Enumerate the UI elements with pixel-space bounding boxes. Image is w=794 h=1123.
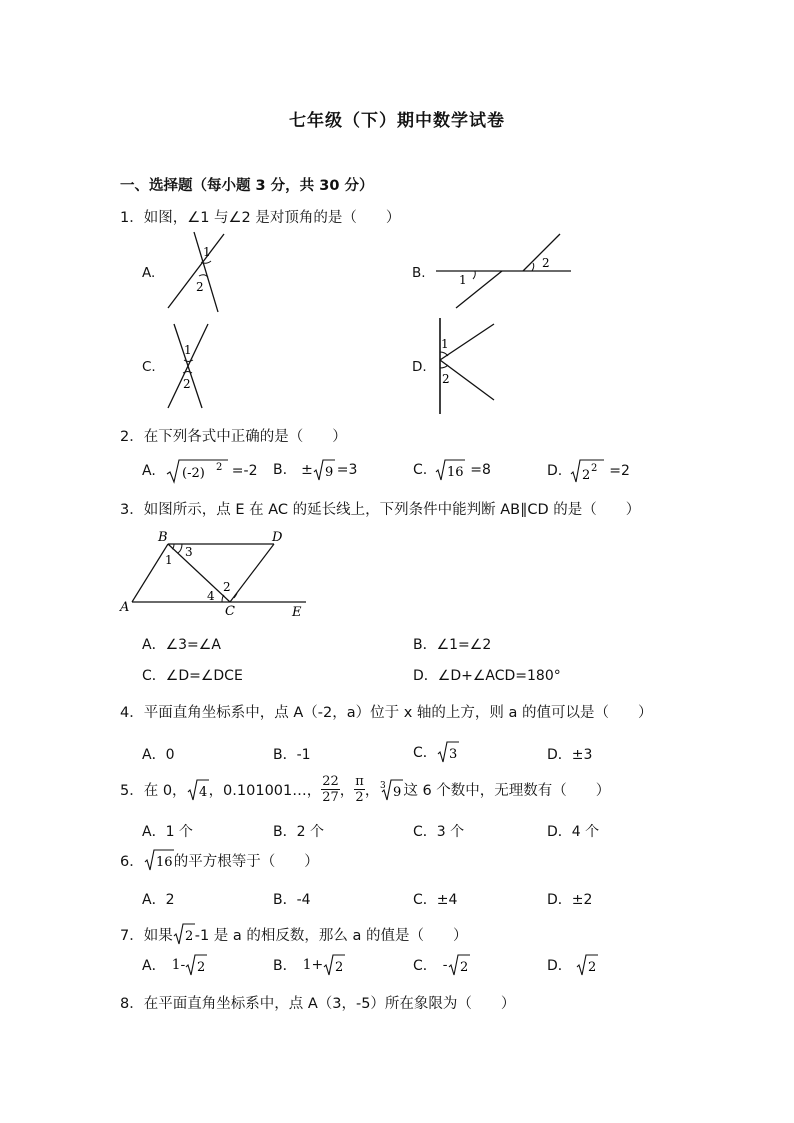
radical-sign-icon: [173, 922, 195, 946]
q7d-radical: [576, 953, 598, 977]
q6-inner: 16: [155, 855, 173, 870]
q4-option-c: [413, 740, 459, 764]
q7b-pre: 1+: [302, 957, 324, 973]
question-4: 4．平面直角坐标系中，点 A（-2，a）位于 x 轴的上方，则 a 的值可以是（ ）: [120, 705, 653, 721]
q5-option-c: C．3 个: [413, 824, 465, 840]
q2b-rest: =3: [336, 462, 358, 478]
q1-figure-d: [434, 316, 498, 416]
q7c-radical: [448, 953, 470, 977]
q5-sqrt4: [187, 778, 209, 802]
q2d-inner: 2: [582, 468, 591, 483]
q2a-exp: 2: [215, 462, 223, 473]
q1-figure-b: [432, 228, 577, 318]
radical-sign-icon: [323, 953, 345, 977]
question-3: 3．如图所示，点 E 在 AC 的延长线上，下列条件中能判断 AB∥CD 的是（ ）: [120, 502, 641, 518]
q1b-angle-2-label: 2: [542, 256, 550, 270]
q3-figure: [116, 528, 310, 620]
q6-option-d: D．±2: [547, 892, 593, 908]
q7b-label: B．: [273, 958, 297, 974]
q3-option-c: C．∠D=∠DCE: [142, 668, 243, 684]
q7c-inner: 2: [459, 960, 468, 975]
q1d-angle-2-label: 2: [442, 372, 450, 386]
q4c-label: C．: [413, 745, 437, 761]
q1-option-b-label: B.: [412, 265, 426, 281]
q5-option-b: B．2 个: [273, 824, 324, 840]
q5-frac2-denominator: 2: [355, 790, 364, 805]
radical-sign-icon: [576, 953, 598, 977]
q2d-label: D.: [547, 463, 563, 479]
q6-option-a: A．2: [142, 892, 175, 908]
q4-option-d: D．±3: [547, 747, 593, 763]
q1a-angle-2-label: 2: [196, 280, 204, 294]
q2-option-b: [273, 458, 357, 482]
question-8: 8．在平面直角坐标系中，点 A（3，-5）所在象限为（ ）: [120, 996, 516, 1012]
q1a-angle-1-label: 1: [203, 245, 211, 259]
q5-sep1: ，: [339, 783, 355, 799]
q7b-radical: [323, 953, 345, 977]
q2-option-c: [413, 458, 491, 482]
question-1: 1．如图，∠1 与∠2 是对顶角的是（ ）: [120, 210, 401, 226]
section-heading: 一、选择题（每小题 3 分，共 30 分）: [120, 178, 374, 194]
q3-option-a: A．∠3=∠A: [142, 637, 221, 653]
page-title: 七年级（下）期中数学试卷: [289, 111, 505, 131]
q5-frac1-denominator: 27: [322, 790, 339, 805]
q7a-label: A．: [142, 958, 166, 974]
q6-text: 的平方根等于（ ）: [173, 853, 319, 870]
radical-sign-icon: [144, 848, 174, 872]
q7c-pre: -: [442, 957, 448, 973]
q2a-inner: (-2): [181, 466, 205, 481]
q2a-rest: =-2: [231, 463, 258, 479]
radical-sign-icon: [570, 458, 604, 484]
q1c-angle-1-label: 1: [184, 343, 192, 357]
question-6: [120, 848, 319, 872]
q7d-label: D．: [547, 958, 572, 974]
q5-fraction-22-27: [321, 774, 340, 805]
q1c-angle-2-label: 2: [183, 377, 191, 391]
q6-number: 6．: [120, 853, 144, 870]
q5-cube-root: [379, 778, 403, 802]
q6-radical: [144, 848, 174, 872]
q5-sqrt4-inner: 4: [198, 784, 207, 800]
q5-cbrt-index: 3: [380, 780, 387, 791]
q2b-label: B.: [273, 462, 288, 478]
question-2: 2．在下列各式中正确的是（ ）: [120, 429, 347, 445]
radical-sign-icon: [166, 458, 228, 484]
q1-option-c-label: C.: [142, 359, 156, 375]
q2a-label: A.: [142, 463, 156, 479]
q2c-inner: 16: [447, 465, 464, 480]
q3-point-e: E: [292, 605, 302, 620]
q7d-inner: 2: [587, 960, 597, 975]
q5-text-start: 5．在 0，: [120, 783, 187, 799]
q7-inner: 2: [184, 929, 194, 944]
q7a-inner: 2: [197, 960, 206, 975]
q5-frac1-numerator: 22: [322, 774, 339, 789]
radical-sign-icon: [448, 953, 470, 977]
q2-option-d: [547, 458, 630, 484]
q4c-radical: [437, 740, 459, 764]
q2b-radical: [313, 458, 335, 482]
q7-post: -1 是 a 的相反数，那么 a 的值是（ ）: [194, 927, 468, 944]
q4-option-b: B．-1: [273, 747, 311, 763]
question-7: [120, 922, 468, 946]
radical-sign-icon: [187, 778, 209, 802]
q7b-inner: 2: [335, 960, 344, 975]
q2d-rest: =2: [609, 463, 630, 479]
q3-point-b: B: [158, 530, 168, 545]
q7-pre: 7．如果: [120, 927, 173, 944]
q1b-angle-1-label: 1: [459, 273, 467, 287]
q5-text-end: 这 6 个数中，无理数有（ ）: [403, 783, 611, 799]
q2c-radical: [435, 458, 465, 482]
q7a-pre: 1-: [171, 957, 186, 973]
q2-option-a: [142, 458, 257, 484]
question-5: [120, 774, 610, 805]
q3-point-d: D: [272, 530, 283, 545]
q2a-radical: [166, 458, 228, 484]
q1-option-d-label: D.: [412, 359, 427, 375]
q7-option-b: [273, 953, 345, 977]
q2d-radical: [570, 458, 604, 484]
q5-cbrt-inner: 9: [393, 784, 402, 800]
q4c-inner: 3: [448, 747, 458, 762]
q7-option-a: [142, 953, 207, 977]
q1-option-a-label: A.: [142, 265, 156, 281]
radical-sign-icon: [437, 740, 459, 764]
q7-option-d: [547, 953, 598, 977]
q3-angle-3: 3: [185, 545, 193, 559]
q5-fraction-pi-2: [354, 774, 365, 805]
q4-option-a: A．0: [142, 747, 175, 763]
radical-sign-icon: [435, 458, 465, 482]
q2c-rest: =8: [470, 462, 491, 478]
q3-angle-1: 1: [165, 553, 173, 567]
q3-angle-2: 2: [223, 580, 231, 594]
q5-sep2: ，: [364, 783, 380, 799]
q3-option-d: D．∠D+∠ACD=180°: [413, 668, 561, 684]
q3-option-b: B．∠1=∠2: [413, 637, 492, 653]
radical-sign-icon: [313, 458, 335, 482]
q7-option-c: [413, 953, 470, 977]
q7c-label: C．: [413, 958, 437, 974]
q1d-angle-1-label: 1: [441, 337, 449, 351]
q7a-radical: [185, 953, 207, 977]
q7-radical: [173, 922, 195, 946]
radical-sign-icon: [185, 953, 207, 977]
q2b-pm: ±: [301, 462, 313, 478]
q2b-inner: 9: [324, 465, 334, 480]
q5-frac2-numerator: π: [355, 774, 364, 789]
q3-point-c: C: [225, 604, 235, 619]
q1-figure-a: [160, 228, 240, 318]
q2d-exp: 2: [591, 463, 598, 474]
q6-option-c: C．±4: [413, 892, 458, 908]
q3-point-a: A: [120, 600, 130, 615]
q2c-label: C.: [413, 462, 428, 478]
q5-text-mid: ，0.101001…，: [208, 783, 322, 799]
q5-option-d: D．4 个: [547, 824, 600, 840]
q3-angle-4: 4: [207, 589, 215, 603]
q1-figure-c: [160, 320, 220, 412]
q6-option-b: B．-4: [273, 892, 311, 908]
radical-sign-icon: [379, 778, 403, 802]
q5-option-a: A．1 个: [142, 824, 193, 840]
